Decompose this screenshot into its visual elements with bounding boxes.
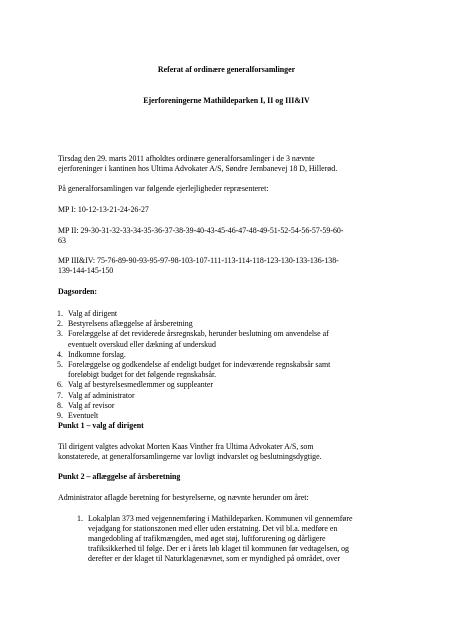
agenda-item-text	[68, 329, 408, 349]
agenda-item-number: 8.	[57, 400, 63, 410]
punkt2-item-line: vejadgang for stationszonen med eller uden erstatning. Det vil bl.a. medføre en	[88, 524, 338, 533]
agenda-item-text: Valg af dirigent	[68, 309, 118, 318]
agenda-item-number: 2.	[57, 319, 63, 329]
agenda-item-text-line-2: foreløbigt budget for det følgende regnskabsår.	[68, 370, 217, 380]
agenda-item-number: 3.	[57, 329, 63, 339]
punkt1-line-2: konstaterede, at generalforsamlingerne var lovligt indvarslet og beslutningsdygtige.	[58, 452, 322, 461]
agenda-item-number: 5.	[57, 359, 63, 369]
mp3-apartments-line-2: 139-144-145-150	[58, 266, 114, 275]
agenda-item	[58, 391, 408, 401]
agenda-list	[58, 309, 408, 421]
punkt2-item-line: mangedobling af trafikmængden, med øget støj, luftforurening og dårligere	[88, 534, 326, 543]
agenda-item-number: 4.	[57, 349, 63, 359]
mp2-apartments-line-1: MP II: 29-30-31-32-33-34-35-36-37-38-39-40-43-45-46-47-48-49-51-52-54-56-57-59-60-	[58, 226, 344, 235]
agenda-item	[58, 350, 408, 360]
agenda-item	[58, 411, 408, 421]
agenda-item	[58, 319, 408, 329]
agenda-item-text-line-2: eventuelt overskud eller dækning af underskud	[68, 339, 216, 349]
agenda-heading: Dagsorden:	[58, 287, 98, 296]
agenda-item-number: 9.	[57, 410, 63, 420]
agenda-item	[58, 360, 408, 380]
punkt1-heading: Punkt 1 – valg af dirigent	[58, 421, 144, 430]
agenda-item-number: 7.	[57, 390, 63, 400]
agenda-item	[58, 380, 408, 390]
represented-intro: På generalforsamlingen var følgende ejerlejligheder repræsenteret:	[58, 184, 269, 193]
agenda-item-text: Indkomne forslag.	[68, 349, 126, 359]
agenda-item-text: Valg af bestyrelsesmedlemmer og suppleanter	[68, 380, 214, 390]
agenda-item-text: Valg af revisor	[68, 400, 115, 410]
punkt2-item-line: derefter er der klaget til Naturklagenævnet, som er myndighed på området, over	[88, 554, 341, 563]
punkt1-line-1: Til dirigent valgtes advokat Morten Kaas Vinther fra Ultima Advokater A/S, som	[58, 442, 314, 451]
punkt2-item-line: Lokalplan 373 med vejgennemføring i Mathildeparken. Kommunen vil gennemføre	[88, 514, 353, 523]
mp2-apartments-line-2: 63	[58, 236, 66, 245]
agenda-item-text	[68, 360, 408, 380]
agenda-item	[58, 309, 408, 319]
agenda-item-text-line-1: Forelæggelse og godkendelse af endeligt budget for indeværende regnskabsår samt	[68, 359, 331, 369]
punkt2-item-number: 1.	[77, 514, 83, 523]
agenda-item	[58, 401, 408, 411]
document-title: Referat af ordinære generalforsamlinger	[157, 65, 296, 74]
agenda-item	[58, 329, 408, 349]
agenda-item-text: Eventuelt	[68, 410, 99, 420]
punkt2-heading: Punkt 2 – aflæggelse af årsberetning	[58, 472, 181, 481]
mp3-apartments-line-1: MP III&IV: 75-76-89-90-93-95-97-98-103-107-111-113-114-118-123-130-133-136-138-	[58, 256, 339, 265]
agenda-item-text-line-1: Forelæggelse af det reviderede årsregnskab, herunder beslutning om anvendelse af	[68, 329, 329, 339]
document-subtitle: Ejerforeningerne Mathildeparken I, II og III&IV	[143, 96, 310, 105]
punkt2-item-line: trafiksikkerhed til følge. Der er i årets løb klaget til kommunen før vedtagelsen, og	[88, 544, 349, 553]
agenda-item-text: Bestyrelsens aflæggelse af årsberetning	[68, 319, 193, 329]
punkt2-intro: Administrator aflagde beretning for bestyrelserne, og nævnte herunder om året:	[58, 493, 309, 502]
intro-line-2: ejerforeninger i kantinen hos Ultima Advokater A/S, Søndre Jernbanevej 18 D, Hillerød.	[58, 164, 338, 173]
agenda-item-number: 6.	[57, 380, 63, 390]
intro-line-1: Tirsdag den 29. marts 2011 afholdtes ordinære generalforsamlinger i de 3 nævnte	[58, 154, 315, 163]
agenda-item-text: Valg af administrator	[68, 390, 135, 400]
agenda-item-number: 1.	[57, 309, 63, 318]
mp1-apartments: MP I: 10-12-13-21-24-26-27	[58, 205, 149, 214]
